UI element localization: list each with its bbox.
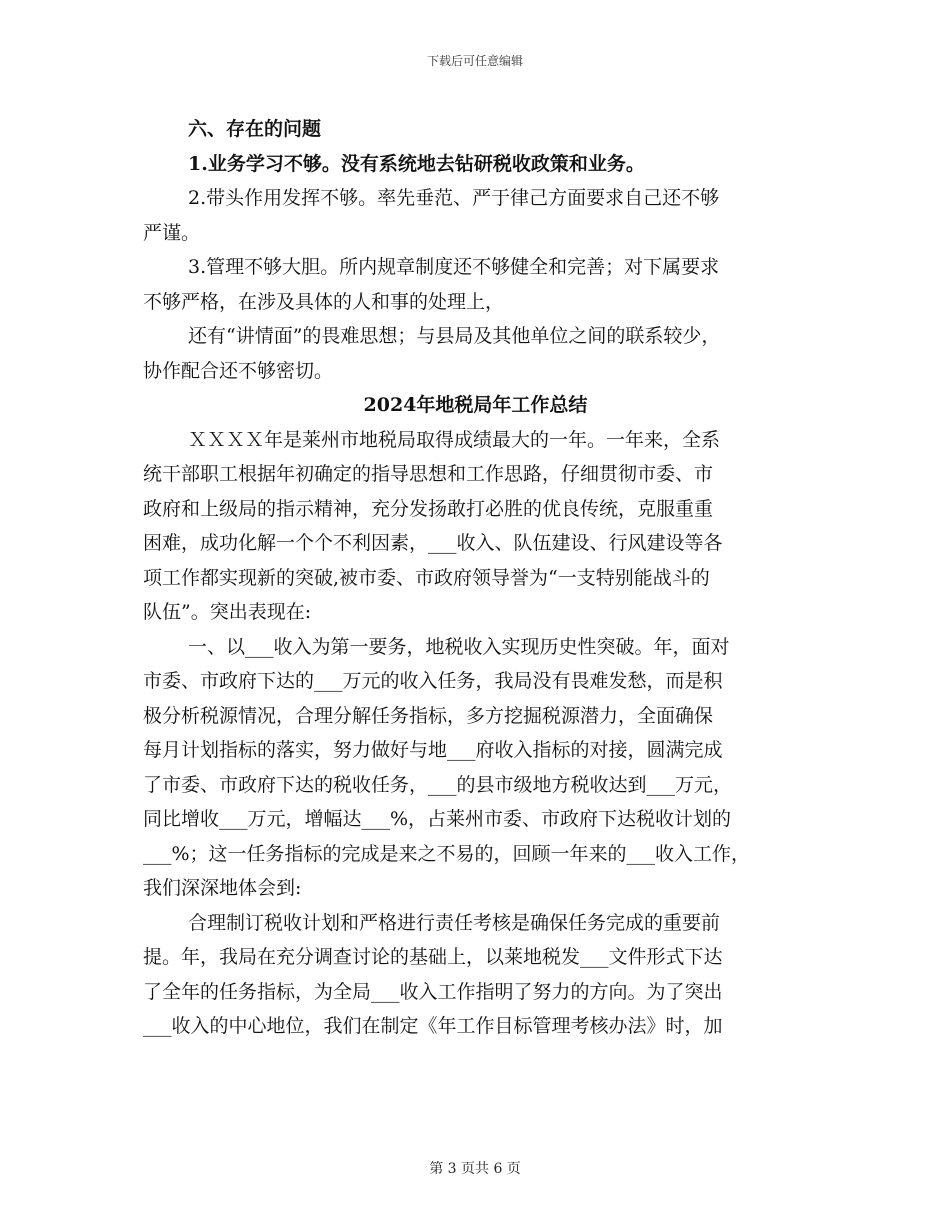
document-title: 2024年地税局年工作总结 bbox=[363, 394, 588, 416]
paragraph-line: 协作配合还不够密切。 bbox=[143, 359, 334, 382]
page-header: 下载后可任意编辑 bbox=[426, 54, 523, 68]
paragraph-line: 了市委、市政府下达的税收任务，___的县市级地方税收达到___万元， bbox=[143, 773, 733, 796]
paragraph-line: 队伍”。突出表现在: bbox=[143, 601, 312, 623]
paragraph-line: 我们深深地体会到: bbox=[143, 877, 302, 899]
paragraph-line: ＸＸＸＸ年是莱州市地税局取得成绩最大的一年。一年来，全系 bbox=[188, 428, 721, 451]
section-heading: 六、存在的问题 bbox=[188, 118, 322, 140]
document-body bbox=[143, 112, 808, 1044]
paragraph-line: 提。年，我局在充分调查讨论的基础上，以莱地税发___文件形式下达 bbox=[143, 946, 723, 968]
paragraph-line: 统干部职工根据年初确定的指导思想和工作思路，仔细贯彻市委、市 bbox=[143, 463, 714, 485]
paragraph-line: 严谨。 bbox=[143, 221, 201, 244]
paragraph-line: 一、以___收入为第一要务，地税收入实现历史性突破。年，面对 bbox=[188, 635, 730, 658]
paragraph-line: 合理制订税收计划和严格进行责任考核是确保任务完成的重要前 bbox=[188, 911, 721, 934]
paragraph-line: 2.带头作用发挥不够。率先垂范、严于律己方面要求自己还不够 bbox=[188, 187, 720, 209]
paragraph-line: 困难，成功化解一个个不利因素，___收入、队伍建设、行风建设等各 bbox=[143, 532, 723, 554]
paragraph-line: 政府和上级局的指示精神，充分发扬敢打必胜的优良传统，克服重重 bbox=[143, 497, 714, 520]
paragraph-line: 了全年的任务指标，为全局___收入工作指明了努力的方向。为了突出 bbox=[143, 980, 723, 1003]
paragraph-line: 市委、市政府下达的___万元的收入任务，我局没有畏难发愁，而是积 bbox=[143, 670, 723, 692]
paragraph-line: 每月计划指标的落实，努力做好与地___府收入指标的对接，圆满完成 bbox=[143, 739, 723, 761]
paragraph-line: ___收入的中心地位，我们在制定《年工作目标管理考核办法》时，加 bbox=[143, 1015, 723, 1037]
paragraph-line: 项工作都实现新的突破,被市委、市政府领导誉为“一支特别能战斗的 bbox=[143, 566, 710, 589]
page-number: 第 3 页共 6 页 bbox=[429, 1161, 521, 1177]
paragraph-line: 1.业务学习不够。没有系统地去钻研税收政策和业务。 bbox=[188, 152, 645, 175]
paragraph-line: 同比增收___万元，增幅达___%，占莱州市委、市政府下达税收计划的 bbox=[143, 808, 732, 830]
paragraph-line: 不够严格，在涉及具体的人和事的处理上， bbox=[143, 290, 505, 313]
paragraph-line: ___%；这一任务指标的完成是来之不易的，回顾一年来的___收入工作， bbox=[143, 842, 751, 865]
paragraph-line: 3.管理不够大胆。所内规章制度还不够健全和完善；对下属要求 bbox=[188, 256, 720, 278]
paragraph-line: 还有“讲情面”的畏难思想；与县局及其他单位之间的联系较少， bbox=[188, 325, 721, 347]
paragraph-line: 极分析税源情况，合理分解任务指标，多方挖掘税源潜力，全面确保 bbox=[143, 704, 714, 727]
